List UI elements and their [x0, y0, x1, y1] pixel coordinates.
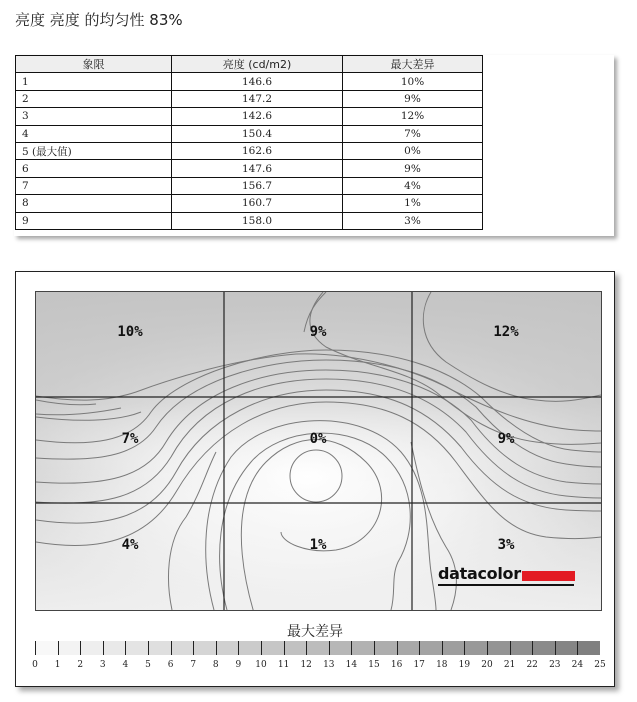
quadrant-cell: 3: [16, 108, 172, 125]
scale-tick-label: 24: [571, 660, 584, 670]
scale-tick-label: 13: [323, 660, 335, 670]
scale-tick-label: 19: [458, 660, 471, 670]
scale-tick-label: 2: [77, 660, 84, 670]
scale-tick: [306, 641, 307, 655]
scale-segment: [329, 641, 352, 655]
scale-segment: [193, 641, 216, 655]
quadrant-cell: 8: [16, 195, 172, 212]
scale-tick: [397, 641, 398, 655]
header-luminance: 亮度 (cd/m2): [172, 56, 343, 73]
scale-tick: [532, 641, 533, 655]
scale-tick-label: 12: [300, 660, 312, 670]
scale-segment: [171, 641, 194, 655]
scale-segment: [374, 641, 397, 655]
scale-tick: [58, 641, 59, 655]
uniformity-contour-plot: [35, 291, 602, 611]
luminance-cell: 158.0: [172, 212, 343, 229]
scale-segment: [216, 641, 239, 655]
scale-segment: [80, 641, 103, 655]
quadrant-cell: 4: [16, 125, 172, 142]
scale-tick: [238, 641, 239, 655]
luminance-cell: 160.7: [172, 195, 343, 212]
scale-segment: [103, 641, 126, 655]
uniformity-chart-panel: [15, 271, 615, 687]
quadrant-cell: 7: [16, 177, 172, 194]
scale-tick: [351, 641, 352, 655]
scale-tick: [103, 641, 104, 655]
scale-tick-label: 23: [549, 660, 561, 670]
table-row: [16, 142, 483, 159]
scale-tick-label: 7: [190, 660, 197, 670]
table-row: [16, 212, 483, 229]
quadrant-1-label: 10%: [117, 324, 143, 340]
quadrant-6-label: 9%: [497, 431, 515, 447]
quadrant-cell: 9: [16, 212, 172, 229]
header-max-diff: 最大差异: [343, 56, 483, 73]
scale-segment: [510, 641, 533, 655]
scale-segment: [397, 641, 420, 655]
scale-tick-label: 20: [481, 660, 493, 670]
scale-tick-label: 15: [368, 660, 380, 670]
deviation-color-scale: [35, 641, 600, 655]
scale-tick: [487, 641, 488, 655]
luminance-cell: 142.6: [172, 108, 343, 125]
quadrant-7-label: 4%: [121, 537, 139, 553]
scale-tick-label: 25: [594, 660, 606, 670]
scale-segment: [532, 641, 555, 655]
datacolor-logo-underline: [438, 584, 574, 586]
datacolor-logo-bar: [522, 571, 575, 581]
table-row: [16, 125, 483, 142]
scale-segment: [125, 641, 148, 655]
datacolor-logo: datacolor: [438, 564, 521, 583]
scale-tick-label: 22: [526, 660, 538, 670]
scale-segment: [487, 641, 510, 655]
max-diff-cell: 1%: [343, 195, 483, 212]
legend-title: 最大差异: [287, 624, 343, 640]
scale-tick-label: 0: [32, 660, 38, 670]
luminance-table-panel: [14, 55, 614, 236]
scale-segment: [261, 641, 284, 655]
scale-segment: [284, 641, 307, 655]
scale-segment: [35, 641, 58, 655]
scale-tick-label: 1: [54, 660, 61, 670]
quadrant-cell: 6: [16, 160, 172, 177]
scale-tick: [374, 641, 375, 655]
max-diff-cell: 9%: [343, 90, 483, 107]
max-diff-cell: 7%: [343, 125, 483, 142]
scale-segment: [577, 641, 600, 655]
luminance-cell: 150.4: [172, 125, 343, 142]
max-diff-cell: 4%: [343, 177, 483, 194]
table-header-row: [16, 56, 483, 73]
scale-tick-label: 17: [413, 660, 425, 670]
scale-tick: [148, 641, 149, 655]
scale-tick: [125, 641, 126, 655]
table-row: [16, 90, 483, 107]
table-row: [16, 195, 483, 212]
quadrant-9-label: 3%: [497, 537, 515, 553]
max-diff-cell: 12%: [343, 108, 483, 125]
quadrant-8-label: 1%: [309, 537, 327, 553]
header-quadrant: 象限: [16, 56, 172, 73]
scale-segment: [351, 641, 374, 655]
scale-tick-label: 11: [277, 660, 290, 670]
table-row: [16, 108, 483, 125]
max-diff-cell: 0%: [343, 142, 483, 159]
luminance-cell: 162.6: [172, 142, 343, 159]
scale-tick: [193, 641, 194, 655]
scale-tick-label: 3: [99, 660, 106, 670]
scale-tick-label: 16: [390, 660, 403, 670]
scale-tick: [216, 641, 217, 655]
scale-tick-label: 5: [145, 660, 151, 670]
luminance-cell: 146.6: [172, 73, 343, 90]
luminance-table: [15, 55, 483, 230]
scale-tick-label: 18: [436, 660, 448, 670]
page-title: 亮度 亮度 的均匀性 83%: [15, 11, 183, 29]
quadrant-2-label: 9%: [309, 324, 327, 340]
scale-tick: [329, 641, 330, 655]
table-row: [16, 73, 483, 90]
scale-tick-label: 21: [503, 660, 516, 670]
scale-segment: [306, 641, 329, 655]
scale-tick-label: 6: [167, 660, 174, 670]
quadrant-cell: 1: [16, 73, 172, 90]
scale-tick-label: 14: [345, 660, 358, 670]
scale-segment: [58, 641, 81, 655]
scale-tick-label: 8: [212, 660, 219, 670]
scale-segment: [442, 641, 465, 655]
max-diff-cell: 3%: [343, 212, 483, 229]
luminance-cell: 147.2: [172, 90, 343, 107]
quadrant-3-label: 12%: [493, 324, 519, 340]
scale-tick: [442, 641, 443, 655]
table-row: [16, 177, 483, 194]
scale-segment: [419, 641, 442, 655]
scale-tick: [464, 641, 465, 655]
scale-tick: [577, 641, 578, 655]
table-row: [16, 160, 483, 177]
scale-tick: [35, 641, 36, 655]
quadrant-cell: 5 (最大值): [16, 142, 172, 159]
scale-tick-label: 9: [235, 660, 242, 670]
scale-segment: [238, 641, 261, 655]
scale-tick: [284, 641, 285, 655]
scale-tick: [261, 641, 262, 655]
scale-tick: [510, 641, 511, 655]
quadrant-cell: 2: [16, 90, 172, 107]
scale-tick: [555, 641, 556, 655]
luminance-cell: 147.6: [172, 160, 343, 177]
max-diff-cell: 9%: [343, 160, 483, 177]
scale-segment: [464, 641, 487, 655]
quadrant-4-label: 7%: [121, 431, 139, 447]
scale-tick-label: 4: [122, 660, 129, 670]
scale-tick: [419, 641, 420, 655]
luminance-cell: 156.7: [172, 177, 343, 194]
scale-tick-label: 10: [255, 660, 267, 670]
scale-tick: [171, 641, 172, 655]
scale-tick: [80, 641, 81, 655]
max-diff-cell: 10%: [343, 73, 483, 90]
scale-segment: [555, 641, 578, 655]
scale-segment: [148, 641, 171, 655]
quadrant-5-label: 0%: [309, 431, 327, 447]
